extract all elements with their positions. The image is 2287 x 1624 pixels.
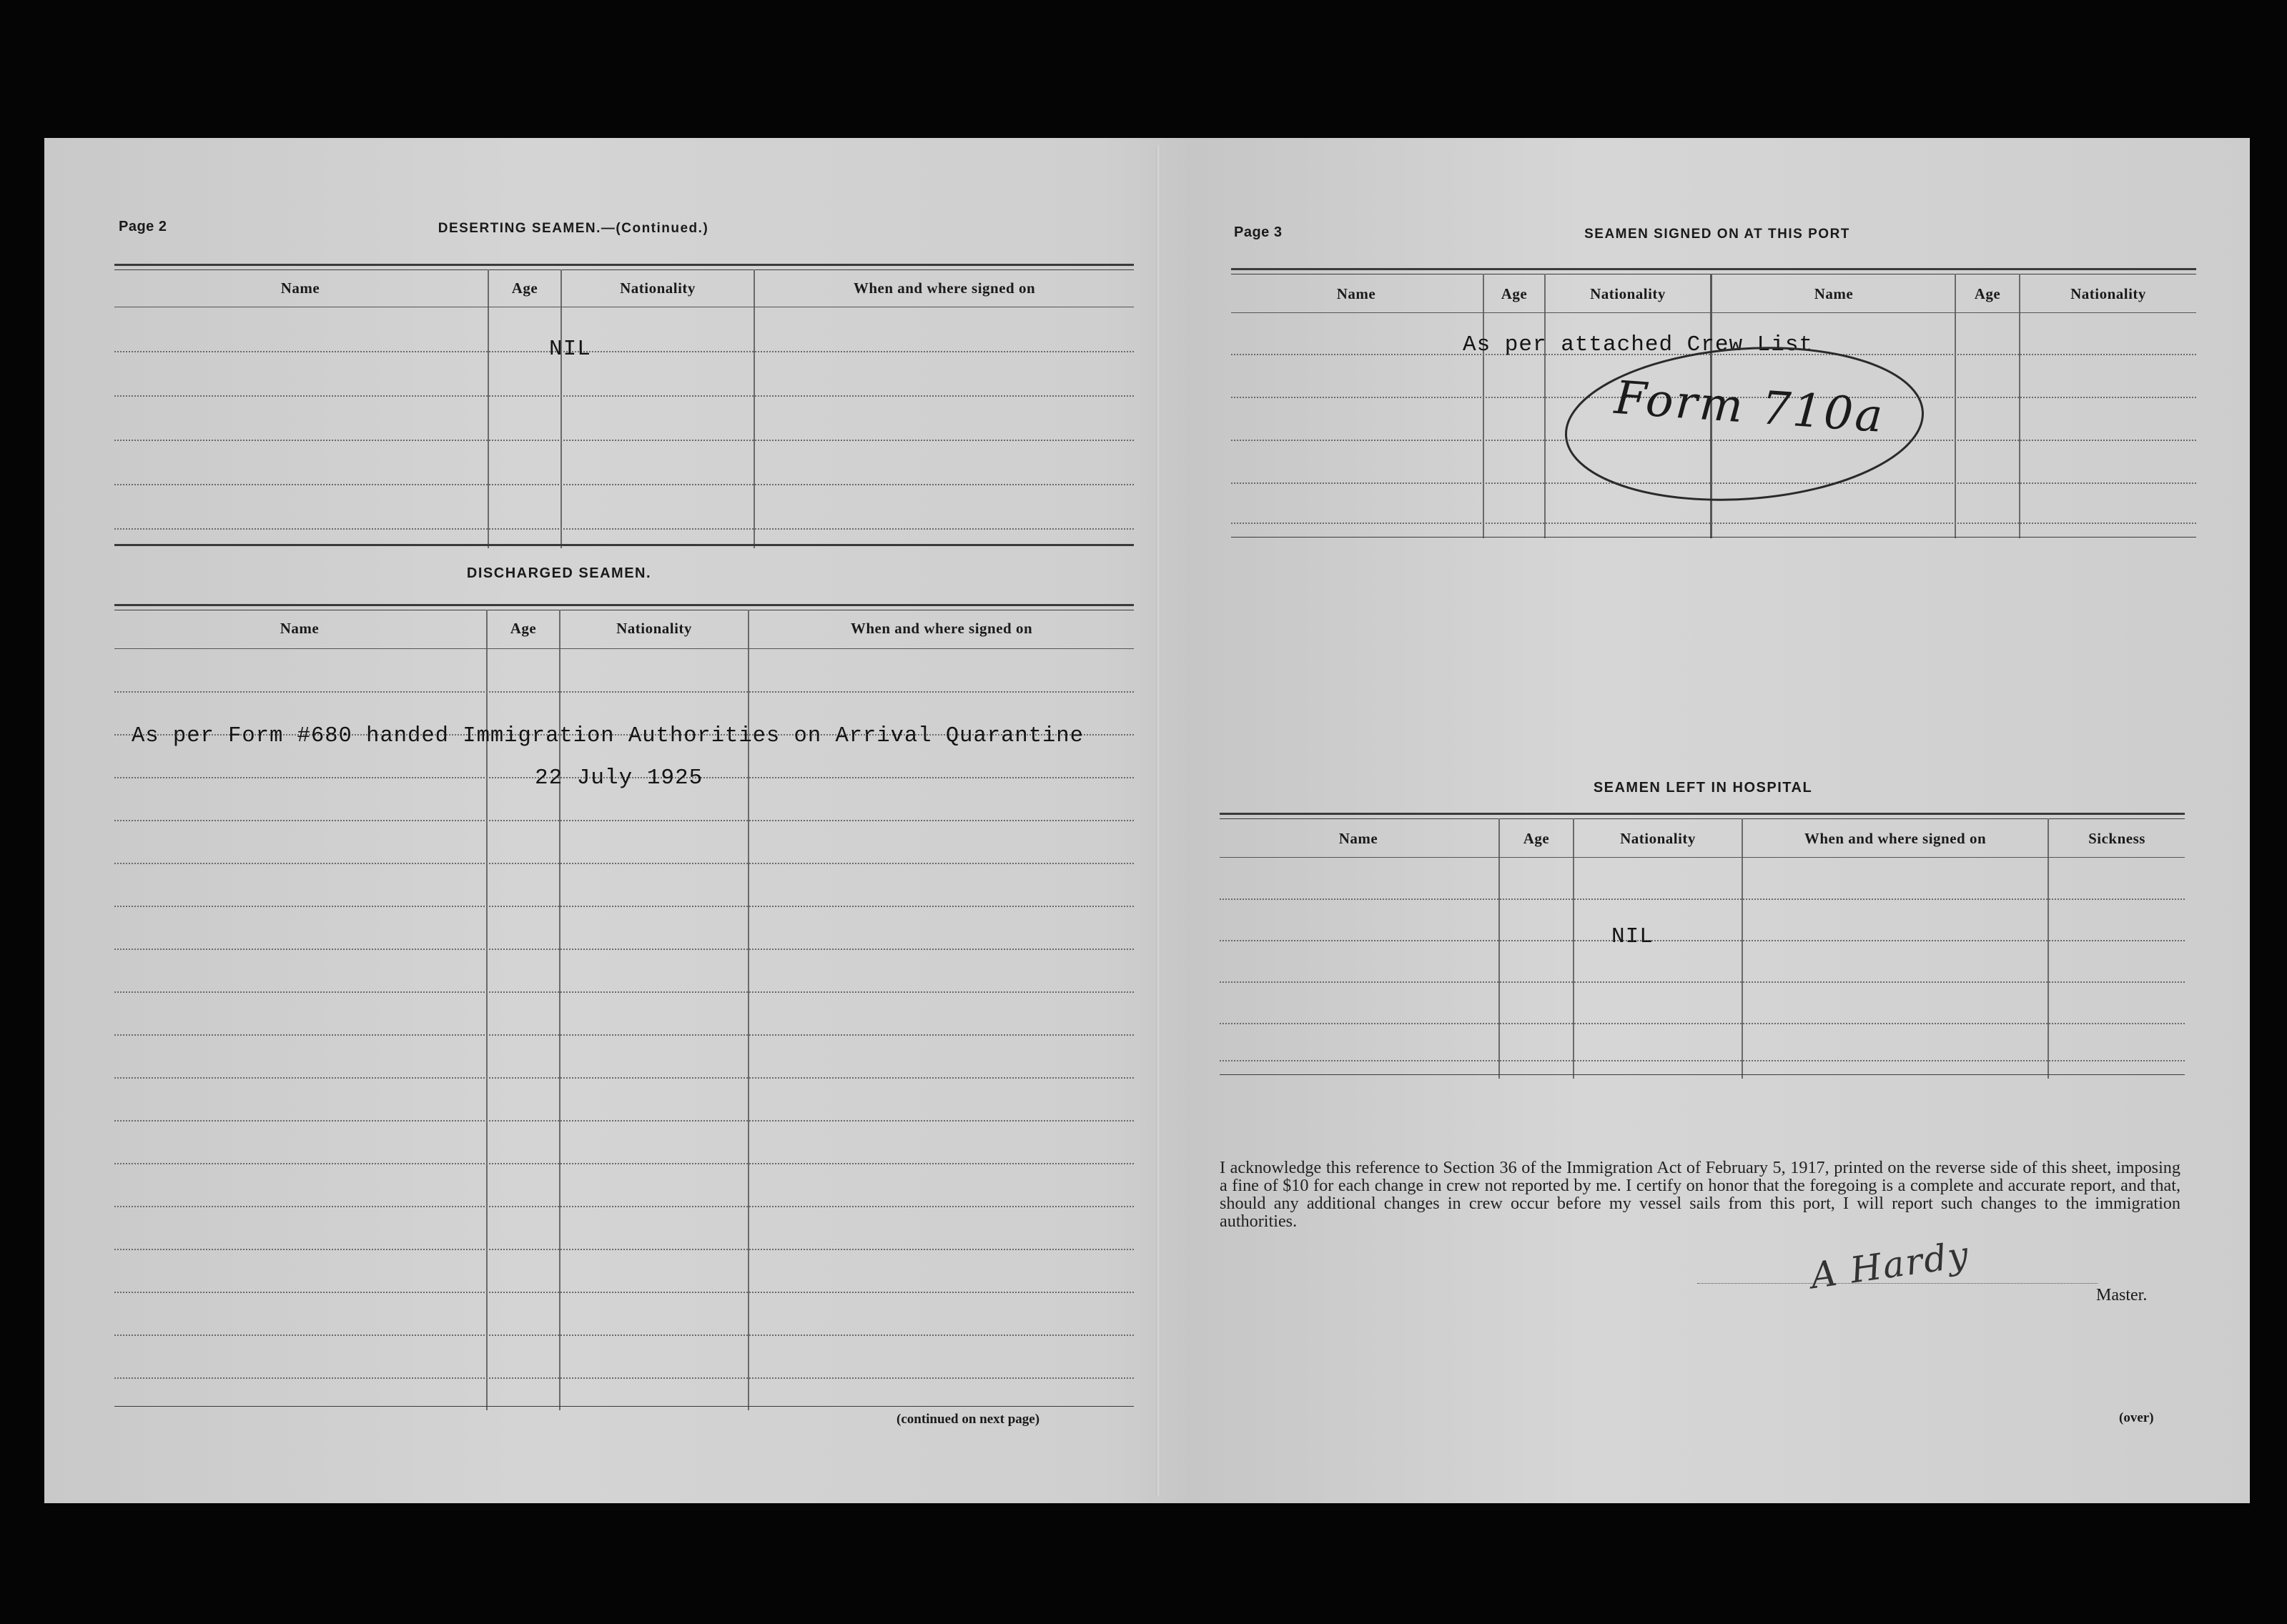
master-signature: A Hardy [1808,1233,1972,1297]
over-note: (over) [2119,1410,2154,1425]
hospital-table [1220,813,2185,1077]
signed-on-entry: As per attached Crew List [1463,332,1814,357]
col-header-when-where: When and where signed on [853,279,1036,297]
hospital-title: SEAMEN LEFT IN HOSPITAL [1593,780,1813,796]
col-header-name: Name [280,620,320,637]
col-header-nationality-2: Nationality [2070,285,2146,302]
document-sheet [44,138,2250,1503]
col-header-age: Age [510,620,537,637]
col-header-when-where: When and where signed on [1804,830,1987,847]
col-header-nationality: Nationality [616,620,692,637]
discharged-entry-line2: 22 July 1925 [535,766,703,791]
page-number-left: Page 2 [119,219,167,234]
signed-on-title: SEAMEN SIGNED ON AT THIS PORT [1584,227,1850,242]
col-header-name: Name [280,279,320,297]
page-fold [1156,145,1160,1496]
col-header-nationality: Nationality [620,279,696,297]
col-header-name: Name [1338,830,1378,847]
col-header-sickness: Sickness [2088,830,2145,847]
col-header-name-2: Name [1814,285,1854,302]
col-header-age: Age [1523,830,1550,847]
col-header-name: Name [1336,285,1376,302]
acknowledgement-text: I acknowledge this reference to Section 36 of the Immigration Act of February 5, 1917, printed on the reverse side of this sheet, imposing a fine of $10 for each change in crew not reported by me. I certify on honor that the foregoing is a complete and accurate report, and that, should any additional changes in crew occur before my vessel sails from this port, I will report such changes to the immigration authorities. [1220,1158,2180,1231]
master-label: Master. [2096,1286,2148,1304]
continued-note: (continued on next page) [896,1412,1040,1427]
page-number-right: Page 3 [1234,224,1283,240]
col-header-nationality: Nationality [1620,830,1696,847]
deserting-seamen-title: DESERTING SEAMEN.—(Continued.) [438,221,709,236]
hospital-entry-nil: NIL [1611,924,1654,949]
col-header-age: Age [1501,285,1528,302]
handwritten-form-note: Form 710a [1612,371,1887,444]
col-header-age-2: Age [1974,285,2001,302]
deserting-seamen-table [114,264,1134,550]
deserting-entry-nil: NIL [549,337,591,362]
col-header-nationality: Nationality [1590,285,1666,302]
discharged-entry-line1: As per Form #680 handed Immigration Authorities on Arrival Quarantine [132,724,1084,748]
col-header-age: Age [511,279,538,297]
col-header-when-where: When and where signed on [850,620,1033,637]
discharged-seamen-title: DISCHARGED SEAMEN. [466,565,652,581]
